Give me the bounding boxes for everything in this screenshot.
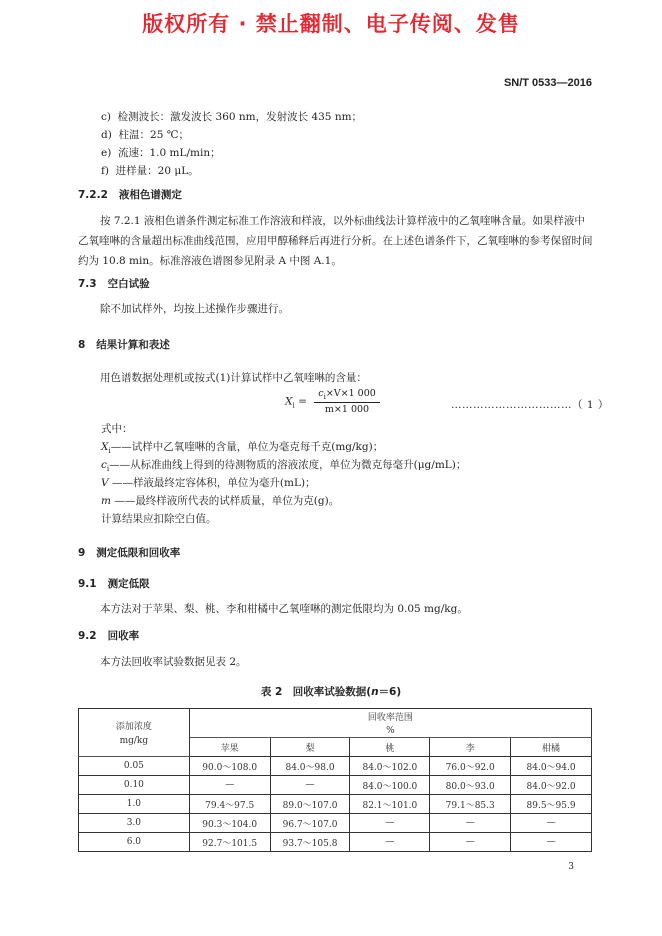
table-cell: 84.0～102.0 [350,757,430,776]
column-header: 梨 [270,738,350,757]
section-body-7-2-2: 按 7.2.1 液相色谱条件测定标准工作溶液和样液，以外标曲线法计算样液中的乙氧喹啉含量。如果样液中乙氧喹啉的含量超出标准曲线范围，应用甲醇稀释后再进行分析。在上述色谱条件下，乙氧喹啉的参考保留时间约为 10.8 min。标准溶液色谱图参见附录 A 中图 A.1。 [78,215,593,267]
equation-number: ……………………………（ 1 ） [451,399,609,411]
table-cell: 80.0～93.0 [430,776,511,795]
section-heading-9-2: 9.2 回收率 [78,630,140,642]
table-cell: — [350,833,430,852]
column-header: 柑橘 [511,738,592,757]
section-body-9-1: 本方法对于苹果、梨、桃、李和柑橘中乙氧喹啉的测定低限均为 0.05 mg/kg。 [100,603,468,615]
table-cell-concentration: 0.05 [79,757,190,776]
column-header: 李 [430,738,511,757]
variable-definition: $X_i——$试样中乙氧喹啉的含量，单位为毫克每千克(mg/kg)； [101,441,384,456]
table-cell-concentration: 1.0 [79,795,190,814]
table-cell: — [430,814,511,833]
formula-fraction: $\frac{c_i\times V\times 1 000}{m\times 1 000}$ [314,388,380,415]
table-cell: 84.0～100.0 [350,776,430,795]
table-cell: 84.0～98.0 [270,757,350,776]
table-caption: 表 2 回收率试验数据(n＝6) [260,686,402,698]
list-item: f) 进样量：20 μL。 [101,165,199,177]
table-cell: — [270,776,350,795]
blank-note: 计算结果应扣除空白值。 [101,513,217,525]
section-body-7-3: 除不加试样外，均按上述操作步骤进行。 [100,303,289,315]
table-cell-concentration: 3.0 [79,814,190,833]
table-cell: — [189,776,270,795]
table-cell: 84.0～94.0 [511,757,592,776]
section-intro-8: 用色谱数据处理机或按式(1)计算试样中乙氧喹啉的含量： [100,372,367,384]
recovery-table [78,708,592,852]
table-cell: — [430,833,511,852]
column-header: 苹果 [189,738,270,757]
table-row [79,776,592,795]
section-heading-7-2-2: 7.2.2 液相色谱测定 [78,189,182,201]
section-heading-9: 9 测定低限和回收率 [78,547,181,559]
table-cell: 89.5～95.9 [511,795,592,814]
table-cell-concentration: 0.10 [79,776,190,795]
table-group-header: 回收率范围 % [189,709,591,738]
section-heading-9-1: 9.1 测定低限 [78,578,150,590]
table-cell: 93.7～105.8 [270,833,350,852]
list-item: d) 柱温：25 ℃； [101,129,189,141]
section-heading-8: 8 结果计算和表述 [78,339,170,351]
table-cell: 89.0～107.0 [270,795,350,814]
table-corner-header: 添加浓度 mg/kg [79,709,190,757]
column-header: 桃 [350,738,430,757]
table-row [79,757,592,776]
table-cell: — [350,814,430,833]
table-cell: 96.7～107.0 [270,814,350,833]
table-cell: 82.1～101.0 [350,795,430,814]
list-item: e) 流速：1.0 mL/min； [101,147,221,159]
table-cell: — [511,814,592,833]
section-heading-7-3: 7.3 空白试验 [78,278,150,290]
list-item: c) 检测波长：激发波长 360 nm，发射波长 435 nm； [101,111,363,123]
where-label: 式中： [101,423,133,435]
formula-1: $X_i$ = $\frac{c_i\times V\times 1 000}{m\times 1 000}$ [285,388,380,415]
table-cell: — [511,833,592,852]
page-number: 3 [568,862,574,872]
table-cell: 90.0～108.0 [189,757,270,776]
table-header-row [79,709,592,738]
table-cell: 84.0～92.0 [511,776,592,795]
table-cell: 92.7～101.5 [189,833,270,852]
table-cell-concentration: 6.0 [79,833,190,852]
variable-definition: V ——样液最终定容体积，单位为毫升(mL)； [101,477,316,489]
table-row [79,795,592,814]
section-body-9-2: 本方法回收率试验数据见表 2。 [100,656,247,668]
standard-number: SN/T 0533—2016 [503,77,592,89]
table-cell: 79.1～85.3 [430,795,511,814]
table-cell: 79.4～97.5 [189,795,270,814]
table-cell: 90.3～104.0 [189,814,270,833]
table-row [79,833,592,852]
copyright-watermark: 版权所有 · 禁止翻制、电子传阅、发售 [142,12,520,36]
variable-definition: $c_i——$从标准曲线上得到的待测物质的溶液浓度，单位为微克每毫升(μg/mL)； [101,459,467,474]
table-cell: 76.0～92.0 [430,757,511,776]
variable-definition: m ——最终样液所代表的试样质量，单位为克(g)。 [101,495,340,507]
table-row [79,814,592,833]
